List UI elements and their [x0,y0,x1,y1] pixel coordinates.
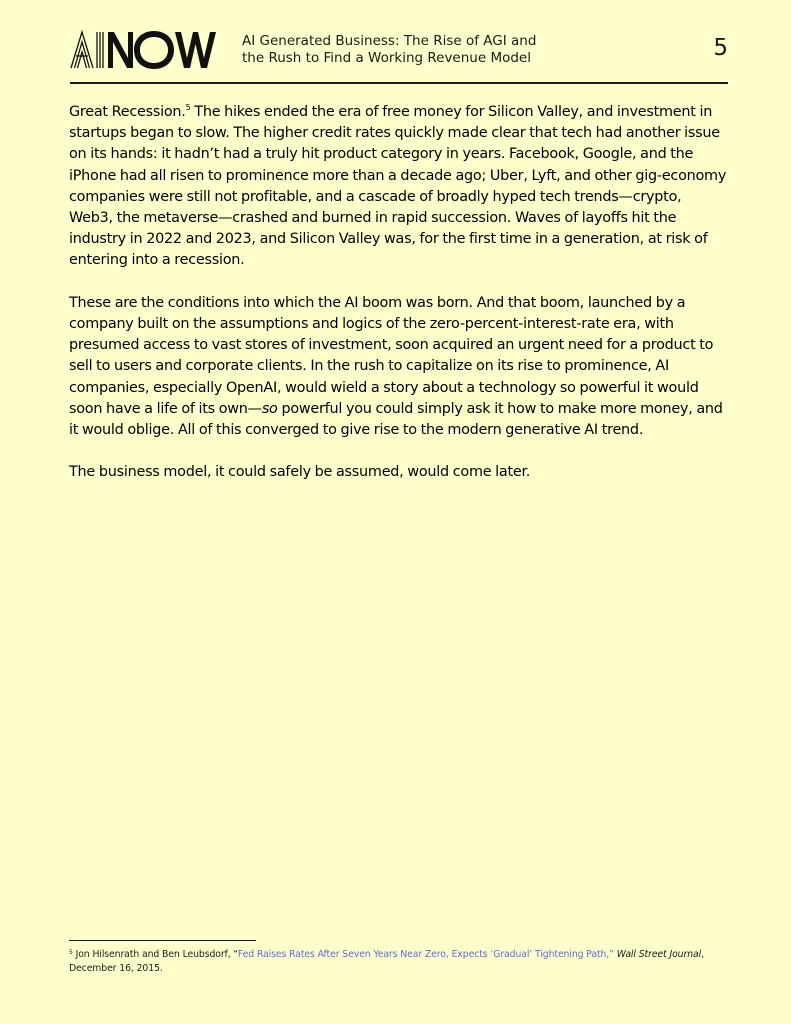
ai-now-logo [70,30,220,70]
footnote-authors: Jon Hilsenrath and Ben Leubsdorf, “ [72,949,238,960]
document-title-line-1: AI Generated Business: The Rise of AGI and [242,33,537,49]
footnote-reference-5[interactable]: 5 [185,103,191,112]
paragraph-2-emphasis: so [261,400,278,417]
footnote-divider [69,940,256,941]
footnote-5 [69,948,719,976]
paragraph-2 [69,293,729,441]
page-number: 5 [713,35,728,61]
page-header [70,28,728,84]
document-title-line-2: the Rush to Find a Working Revenue Model [242,49,531,66]
paragraph-2-start: These are the conditions into which the AI boom was born. And that boom, launched by a company built on the assumptions and logics of the zero-percent-interest-rate era, with presumed access to vast stores of investment, soon acquired an urgent need for a product to sell to users and corporate clients. In the rush to capitalize on its rise to prominence, AI companies, especially OpenAI, would wield a story about a technology so powerful it would soon have a life of its own— [69,294,714,417]
paragraph-2-rest: powerful you could simply ask it how to make more money, and it would oblige. All of this converged to give rise to the modern generative AI trend. [69,400,723,439]
document-title [242,33,536,66]
paragraph-1-start: Great Recession. [69,104,186,120]
footnote-journal: Wall Street Journal [613,949,702,960]
paragraph-3: The business model, it could safely be assumed, would come later. [69,464,531,481]
footnote-date: , December 16, 2015. [69,949,704,974]
paragraph-1-rest: The hikes ended the era of free money for Silicon Valley, and investment in startups began to slow. The higher credit rates quickly made clear that tech had another issue on its hands: it hadn’t had a truly hit product category in years. Facebook, Google, and the iPhone had all risen to prominence more than a decade ago; Uber, Lyft, and other gig-economy companies were still not profitable, and a cascade of broadly hyped tech trends—crypto, Web3, the metaverse—crashed and burned in rapid succession. Waves of layoffs hit the industry in 2022 and 2023, and Silicon Valley was, for the first time in a generation, at risk of entering into a recession. [69,104,727,269]
footnote-article-link[interactable]: Fed Raises Rates After Seven Years Near Zero, Expects ‘Gradual’ Tightening Path,” [237,949,614,960]
paragraph-1 [69,102,729,272]
footnote-number: 5 [69,949,73,956]
body-text [69,102,729,505]
